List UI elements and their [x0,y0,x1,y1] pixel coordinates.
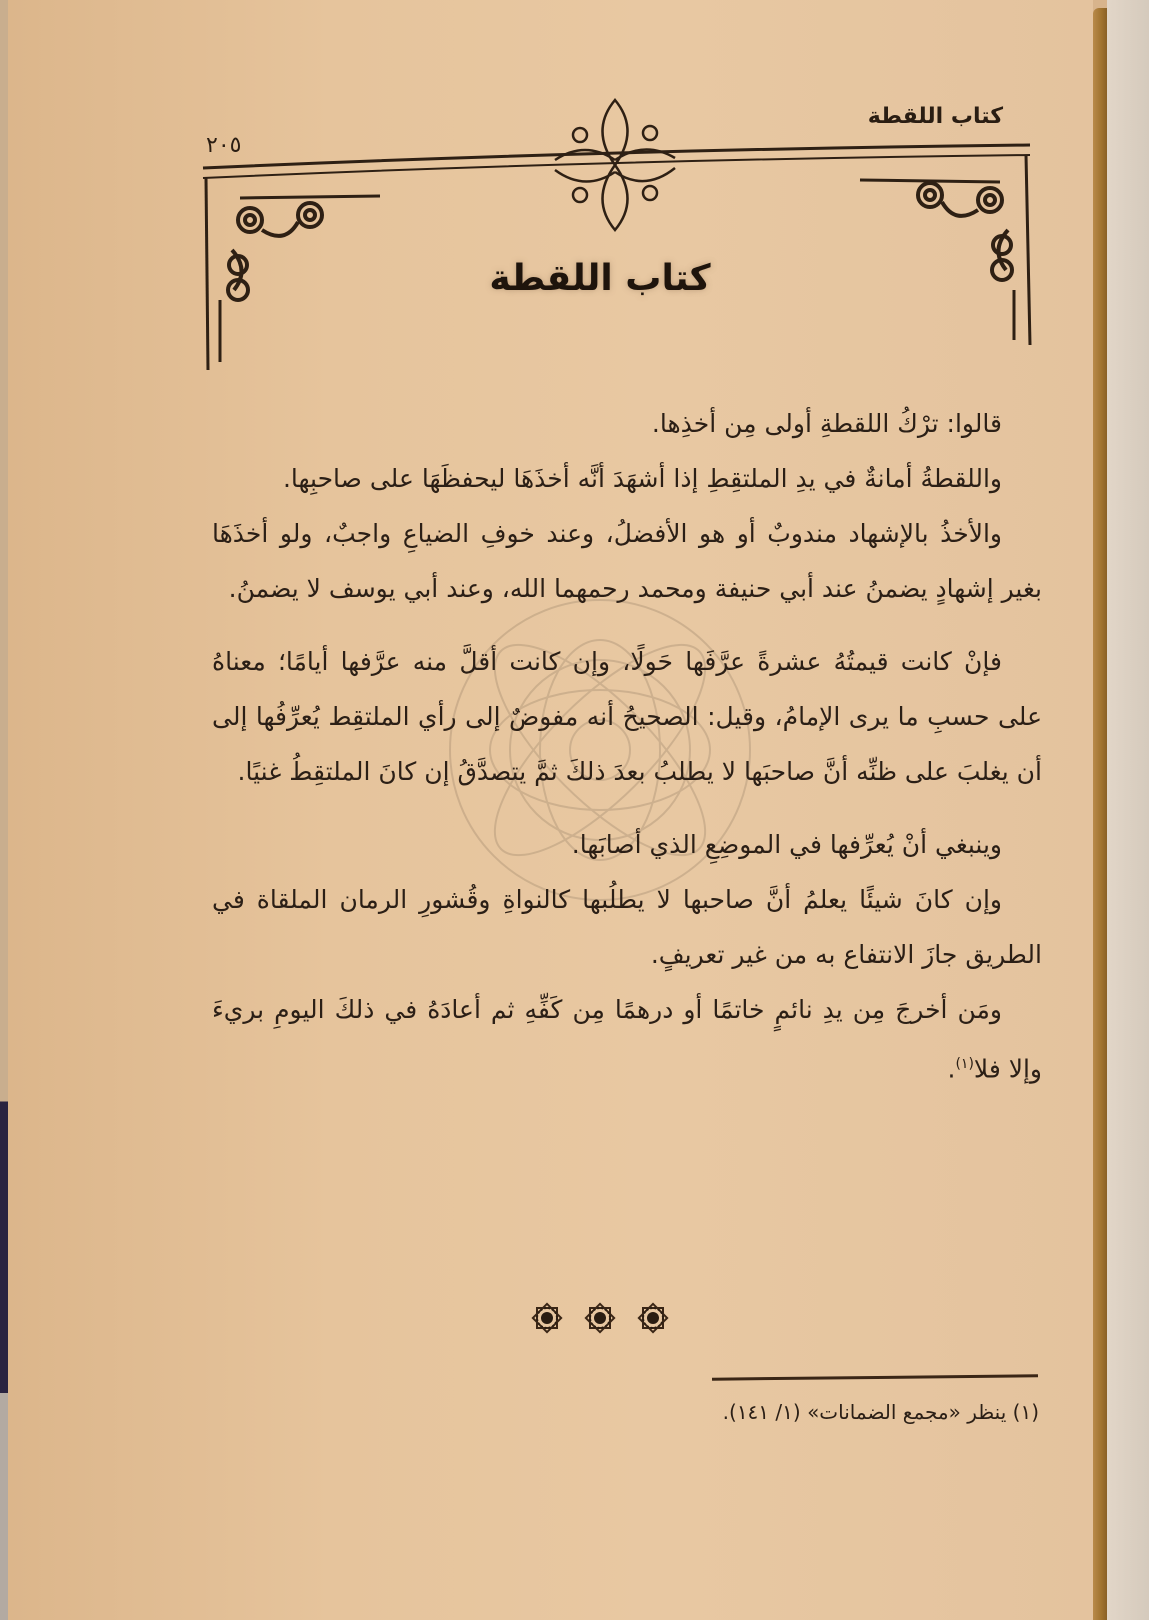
star-ornament-icon [582,1300,618,1340]
footnote [723,1400,1039,1424]
paragraph-text: ومَن أخرجَ مِن يدِ نائمٍ خاتمًا أو درهمًا مِن كَفِّهِ ثم أعادَهُ في ذلكَ اليومِ بريءَ وإلا فلا [212,995,1042,1084]
period: . [947,1054,956,1084]
footnote-text: ينظر «مجمع الضمانات» (١/ ١٤١). [722,1400,1007,1424]
paragraph: فإنْ كانت قيمتُهُ عشرةً عرَّفَها حَولًا، وإن كانت أقلَّ منه عرَّفها أيامًا؛ معناهُ على حسبِ ما يرى الإمامُ، وقيل: الصحيحُ أنه مفوضٌ إلى رأي الملتقِط يُعرِّفُها إلى أن يغلبَ على ظنِّه أنَّ صاحبَها لا يطلبُ بعدَ ذلكَ ثمَّ يتصدَّقُ إن كانَ الملتقِطُ غنيًا. [212,647,1042,786]
footnote-ref[interactable]: (١) [955,1056,974,1072]
paragraph: وإن كانَ شيئًا يعلمُ أنَّ صاحبها لا يطلُبها كالنواةِ وقُشورِ الرمان الملقاة في الطريق جازَ الانتفاع به من غير تعريفٍ. [212,885,1042,969]
header-frame [0,0,1149,380]
paragraph: قالوا: ترْكُ اللقطةِ أولى مِن أخذِها. [651,409,1002,438]
paragraph: واللقطةُ أمانةٌ في يدِ الملتقِطِ إذا أشهَدَ أنَّه أخذَهَا ليحفظَهَا على صاحبِها. [282,464,1002,493]
footnote-number: (١) [1012,1400,1039,1424]
paragraph: والأخذُ بالإشهاد مندوبٌ أو هو الأفضلُ، وعند خوفِ الضياعِ واجبٌ، ولو أخذَهَا بغير إشهادٍ يضمنُ عند أبي حنيفة ومحمد رحمهما الله، وعند أبي يوسف لا يضمنُ. [212,519,1042,603]
paragraph-with-footnote [212,982,1042,1096]
paragraph: وينبغي أنْ يُعرِّفها في الموضِعِ الذي أصابَها. [571,830,1002,859]
page-number: ٢٠٥ [206,133,242,158]
running-head: كتاب اللقطة [867,104,1003,129]
star-ornament-icon [529,1300,565,1340]
section-end-ornaments [0,1300,1149,1340]
chapter-title: كتاب اللقطة [489,258,711,299]
star-ornament-icon [635,1300,671,1340]
body-text [212,396,1042,1096]
